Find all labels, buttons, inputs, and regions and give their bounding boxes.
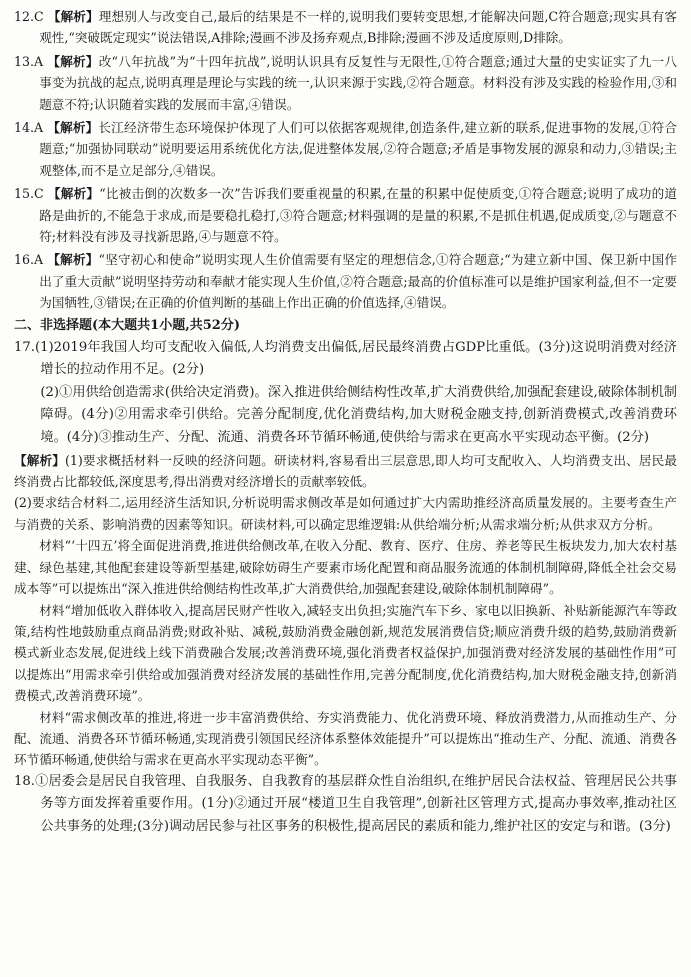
q17-analysis-3: 材料“‘十四五’将全面促进消费,推进供给侧改革,在收入分配、教育、医疗、住房、养老等民生板块发力,加大农村基建、绿色基建,其他配套建设等新型基建,破除妨碍生产要素市场化配置和商品服务流通的体制机制障碍,降低全社会交易成本等”可以提炼出“深入推进供给侧结构性改革,扩大消费供给,加强配套建设,破除体制机制障碍”。 — [14, 538, 677, 597]
analysis-tag: 【解析】 — [14, 452, 65, 468]
answer-item-13 — [14, 51, 677, 115]
q17-answer-part1: 17.(1)2019年我国人均可支配收入偏低,人均消费支出偏低,居民最终消费占GDP比重低。(3分)这说明消费对经济增长的拉动作用不足。(2分) — [14, 339, 677, 378]
answer-item-14 — [14, 117, 677, 181]
item-number: 15.C — [14, 186, 44, 202]
item-body: “坚守初心和使命”说明实现人生价值需要有坚定的理想信念,①符合题意;“为建立新中国、保卫新中国作出了重大贡献”说明坚持劳动和奉献才能实现人生价值,②符合题意;最高的价值标准可以是维护国家利益,但不一定要为国牺牲,③错误;在正确的价值判断的基础上作出正确的价值选择,④错误。 — [39, 252, 678, 311]
item-number: 14.A — [14, 120, 44, 136]
q17-analysis-2: (2)要求结合材料二,运用经济生活知识,分析说明需求侧改革是如何通过扩大内需助推经济高质量发展的。主要考查生产与消费的关系、影响消费的因素等知识。研读材料,可以确定思维逻辑:从供给端分析;从需求端分析;从供求双方分析。 — [14, 495, 677, 532]
item-body: “比被击倒的次数多一次”告诉我们要重视量的积累,在量的积累中促使质变,①符合题意;说明了成功的道路是曲折的,不能急于求成,而是要稳扎稳打,③符合题意;材料强调的是量的积累,不是抓住机遇,促成质变,②与题意不符;材料没有涉及寻找新思路,④与题意不符。 — [39, 186, 677, 245]
q17-analysis-4: 材料“增加低收入群体收入,提高居民财产性收入,减轻支出负担;实施汽车下乡、家电以旧换新、补贴新能源汽车等政策,结构性地鼓励重点商品消费;财政补贴、减税,鼓励消费金融创新,规范发展消费信贷;顺应消费升级的趋势,鼓励消费新模式新业态发展,促进线上线下消费融合发展;改善消费环境,强化消费者权益保护,加强消费对经济发展的基础性作用”可以提炼出“用需求牵引供给或加强消费对经济发展的基础性作用,完善分配制度,优化消费结构,加大财税金融支持,创新消费模式,改善消费环境”。 — [14, 602, 677, 704]
item-body: 理想别人与改变自己,最后的结果是不一样的,说明我们要转变思想,才能解决问题,C符合题意;现实具有客观性,“突破既定现实”说法错误,A排除;漫画不涉及扬弃观点,B排除;漫画不涉及适度原则,D排除。 — [39, 9, 677, 46]
q17-answer-part2: (2)①用供给创造需求(供给决定消费)。深入推进供给侧结构性改革,扩大消费供给,加强配套建设,破除体制机制障碍。(4分)②用需求牵引供给。完善分配制度,优化消费结构,加大财税金融支持,创新消费模式,改善消费环境。(4分)③推动生产、分配、流通、消费各环节循环畅通,使供给与需求在更高水平实现动态平衡。(2分) — [40, 384, 677, 446]
analysis-tag: 【解析】 — [47, 9, 99, 24]
item-body: 长江经济带生态环境保护体现了人们可以依据客观规律,创造条件,建立新的联系,促进事物的发展,①符合题意;“加强协同联动”说明要运用系统优化方法,促进整体发展,②符合题意;矛盾是事物发展的源泉和动力,③错误;主观整体,而不是立足部分,④错误。 — [39, 120, 677, 178]
answer-item-15 — [14, 183, 677, 247]
analysis-tag: 【解析】 — [47, 53, 99, 69]
analysis-tag: 【解析】 — [47, 186, 100, 202]
answer-item-12 — [14, 6, 677, 49]
item-number: 12.C — [14, 9, 44, 24]
item-number: 16.A — [14, 252, 44, 268]
analysis-tag: 【解析】 — [47, 252, 99, 268]
q18-answer: 18.①居委会是居民自我管理、自我服务、自我教育的基层群众性自治组织,在维护居民合法权益、管理居民公共事务等方面发挥着重要作用。(1分)②通过开展“楼道卫生自我管理”,创新社区管理方式,提高办事效率,推动社区公共事务的处理;(3分)调动居民参与社区事务的积极性,提高居民的素质和能力,维护社区的安定与和谐。(3分) — [14, 773, 677, 834]
analysis-body: (1)要求概括材料一反映的经济问题。研读材料,容易看出三层意思,即人均可支配收入、人均消费支出、居民最终消费占比都较低,深度思考,得出消费对经济增长的贡献率较低。 — [14, 452, 677, 490]
analysis-tag: 【解析】 — [47, 120, 99, 136]
q17-analysis-5: 材料“需求侧改革的推进,将进一步丰富消费供给、夯实消费能力、优化消费环境、释放消费潜力,从而推动生产、分配、流通、消费各环节循环畅通,实现消费引领国民经济体系整体效能提升”可以提炼出“推动生产、分配、流通、消费各环节循环畅通,使供给与需求在更高水平实现动态平衡”。 — [14, 709, 677, 768]
section-title: 二、非选择题(本大题共1小题,共52分) — [14, 317, 240, 333]
q17-analysis-1 — [14, 450, 677, 493]
item-body: 改“八年抗战”为“十四年抗战”,说明认识具有反复性与无限性,①符合题意;通过大量的史实证实了九一八事变为抗战的起点,说明真理是理论与实践的统一,认识来源于实践,②符合题意。材料没有涉及实践的检验作用,③和题意不符;认识随着实践的发展而丰富,④错误。 — [39, 53, 677, 112]
item-number: 13.A — [14, 53, 44, 69]
answer-item-16 — [14, 249, 677, 313]
